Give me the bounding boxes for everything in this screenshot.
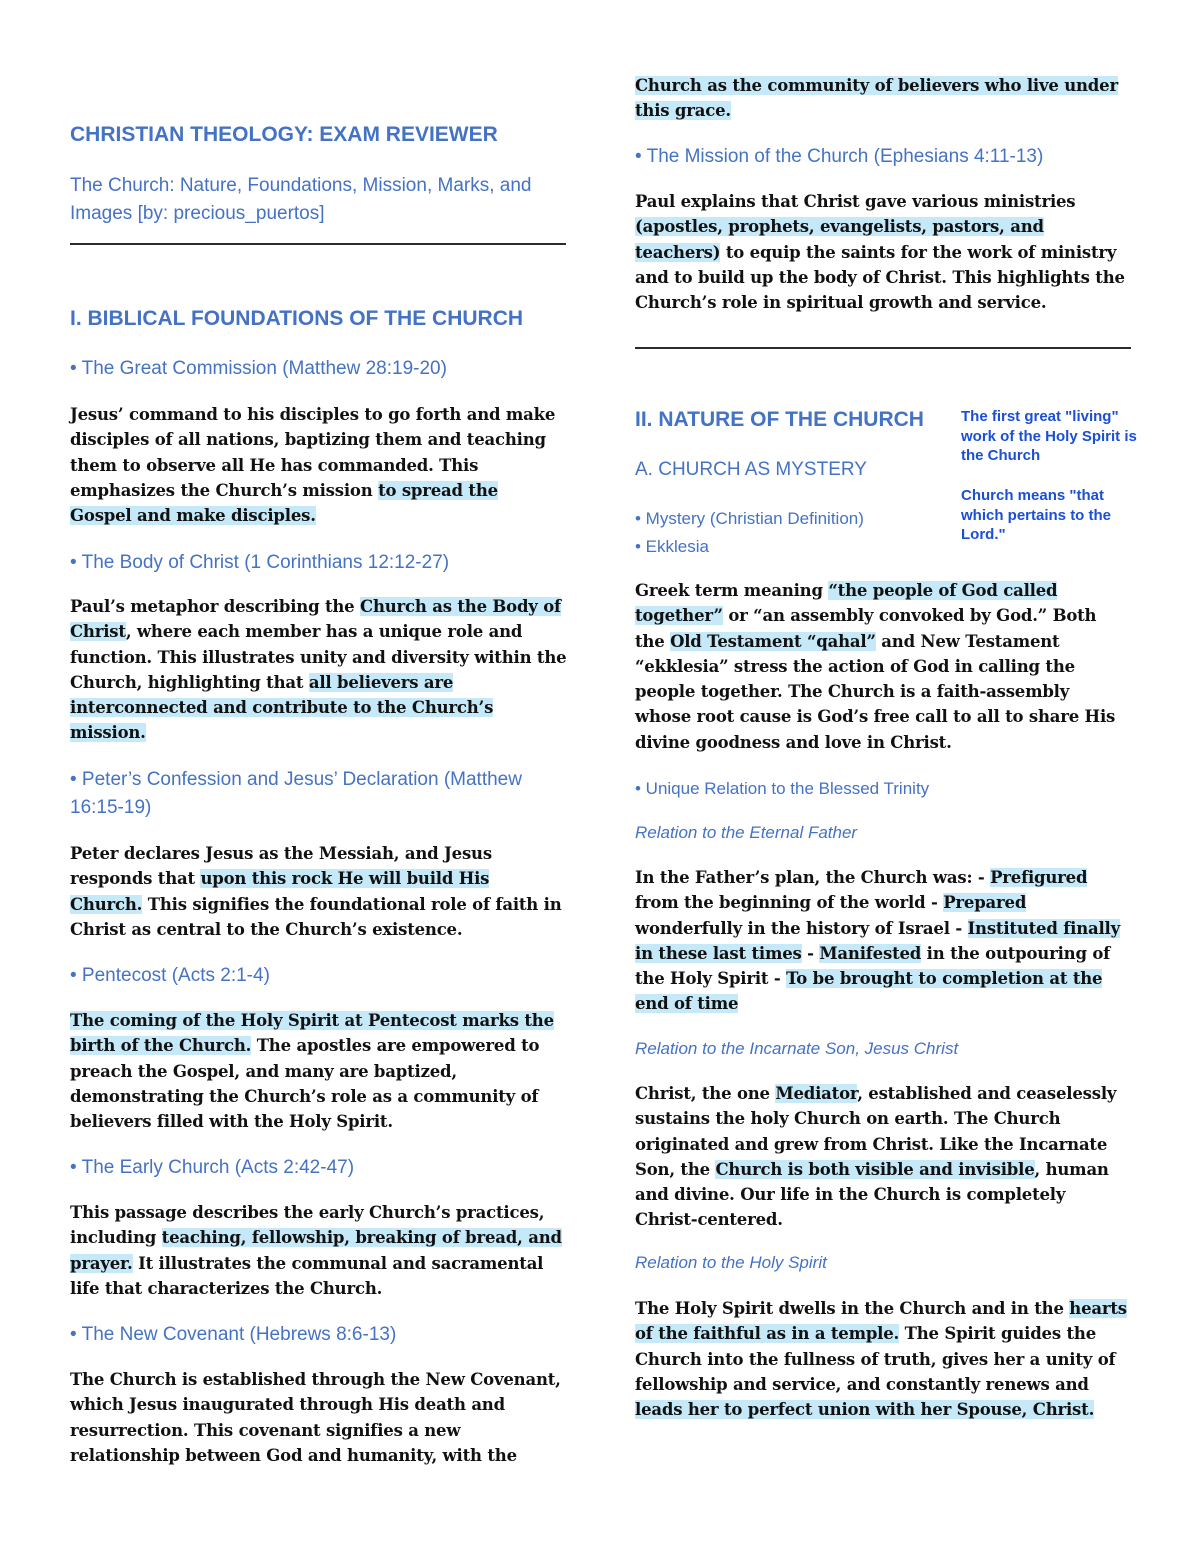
bullet-great-commission: • The Great Commission (Matthew 28:19-20): [70, 358, 447, 379]
para-father: In the Father’s plan, the Church was: - Prefigured from the beginning of the world - Prepared wonderfully in the history of Israel - Instituted finally in these last times - Manifested in the outpouring of the Holy Spirit - To be brought to completion at the end of time: [635, 868, 1121, 1014]
divider: [635, 347, 1131, 349]
para-body-of-christ: Paul’s metaphor describing the Church as the Body of Christ, where each member has a unique role and function. This illustrates unity and diversity within the Church, highlighting that all believers are interconnected and contribute to the Church’s mission.: [70, 597, 567, 743]
bullet-mission: • The Mission of the Church (Ephesians 4:11-13): [635, 146, 1044, 167]
highlight: (apostles, prophets, evangelists, pastors, and teachers): [635, 217, 1044, 262]
highlight: Church as the Body of Christ: [70, 597, 561, 642]
para-ekklesia: Greek term meaning “the people of God called together” or “an assembly convoked by God.” Both the Old Testament “qahal” and New Testament “ekklesia” stress the action of God in calling the people together. The Church is a faith-assembly whose root cause is God’s free call to all to share His divine goodness and love in Christ.: [635, 581, 1116, 752]
highlight: all believers are interconnected and contribute to the Church’s mission.: [70, 672, 494, 743]
para-son: Christ, the one Mediator, established and ceaselessly sustains the holy Church on earth. The Church originated and grew from Christ. Like the Incarnate Son, the Church is both visible and invisible, human and divine. Our life in the Church is completely Christ-centered.: [635, 1084, 1117, 1230]
spirit-heading: Relation to the Holy Spirit: [635, 1253, 827, 1272]
para-early-church: This passage describes the early Church’s practices, including teaching, fellowship, breaking of bread, and prayer. It illustrates the communal and sacramental life that characterizes the Church.: [70, 1203, 562, 1298]
section2-heading: II. NATURE OF THE CHURCH: [635, 408, 924, 431]
highlight: upon this rock He will build His Church.: [70, 869, 490, 914]
father-heading: Relation to the Eternal Father: [635, 823, 858, 842]
highlight: Manifested: [819, 943, 922, 963]
divider: [70, 243, 566, 245]
highlight: Church is both visible and invisible: [715, 1159, 1035, 1179]
bullet-new-covenant: • The New Covenant (Hebrews 8:6-13): [70, 1324, 397, 1345]
highlight: Old Testament “qahal”: [670, 631, 876, 651]
son-heading: Relation to the Incarnate Son, Jesus Christ: [635, 1039, 959, 1058]
para-peters-confession: Peter declares Jesus as the Messiah, and Jesus responds that upon this rock He will build His Church. This signifies the foundational role of faith in Christ as central to the Church’s existence.: [70, 844, 562, 939]
bullet-trinity: • Unique Relation to the Blessed Trinity: [635, 779, 930, 798]
section1-heading: I. BIBLICAL FOUNDATIONS OF THE CHURCH: [70, 307, 524, 330]
bullet-pentecost: • Pentecost (Acts 2:1-4): [70, 965, 270, 986]
highlight: Instituted finally in these last times: [635, 918, 1121, 963]
bullet-mystery: • Mystery (Christian Definition): [635, 509, 864, 528]
highlight: hearts of the faithful as in a temple.: [635, 1299, 1127, 1344]
highlight: The coming of the Holy Spirit at Pentecost marks the birth of the Church.: [70, 1011, 554, 1056]
highlight: Mediator: [775, 1084, 858, 1103]
bullet-ekklesia: • Ekklesia: [635, 537, 709, 556]
para-mission: Paul explains that Christ gave various ministries (apostles, prophets, evangelists, pastors, and teachers) to equip the saints for the work of ministry and to build up the body of Christ. This highlights the Church’s role in spiritual growth and service.: [635, 192, 1125, 313]
highlight: to spread the Gospel and make disciples.: [70, 480, 498, 526]
bullet-peters-confession: • Peter’s Confession and Jesus’ Declaration (Matthew 16:15-19): [70, 769, 522, 818]
para-pentecost: The coming of the Holy Spirit at Pentecost marks the birth of the Church. The apostles are empowered to preach the Gospel, and many are baptized, demonstrating the Church’s role as a community of believers filled with the Holy Spirit.: [70, 1011, 554, 1132]
para-new-covenant: The Church is established through the New Covenant, which Jesus inaugurated through His death and resurrection. This covenant signifies a new relationship between God and humanity, with the: [70, 1370, 561, 1465]
sub-a-heading: A. CHURCH AS MYSTERY: [635, 459, 867, 480]
side-note-holy-spirit: The first great "living" work of the Holy Spirit is the Church: [961, 408, 1137, 464]
highlight: “the people of God called together”: [635, 581, 1058, 626]
para-spirit: The Holy Spirit dwells in the Church and in the hearts of the faithful as in a temple. The Spirit guides the Church into the fullness of truth, gives her a unity of fellowship and service, and constantly renews and leads her to perfect union with her Spouse, Christ.: [635, 1299, 1127, 1420]
document-title: CHRISTIAN THEOLOGY: EXAM REVIEWER: [70, 123, 498, 146]
bullet-body-of-christ: • The Body of Christ (1 Corinthians 12:12-27): [70, 552, 450, 573]
highlight: leads her to perfect union with her Spouse, Christ.: [635, 1400, 1095, 1420]
document-subtitle: The Church: Nature, Foundations, Mission, Marks, and Images [by: precious_puertos]: [70, 175, 532, 224]
highlight: teaching, fellowship, breaking of bread, and prayer.: [70, 1228, 562, 1273]
para-great-commission: Jesus’ command to his disciples to go forth and make disciples of all nations, baptizing them and teaching them to observe all He has commanded. This emphasizes the Church’s mission to spread the Gospel and make disciples.: [70, 405, 556, 526]
para-new-covenant-continued: [635, 73, 1135, 124]
bullet-early-church: • The Early Church (Acts 2:42-47): [70, 1157, 355, 1178]
highlight: Church as the community of believers who live under this grace.: [635, 76, 1118, 121]
highlight: Prefigured: [990, 868, 1088, 887]
highlight: Prepared: [943, 893, 1027, 913]
highlight: To be brought to completion at the end of time: [635, 969, 1103, 1014]
side-note-church-meaning: Church means "that which pertains to the Lord.": [961, 487, 1112, 543]
